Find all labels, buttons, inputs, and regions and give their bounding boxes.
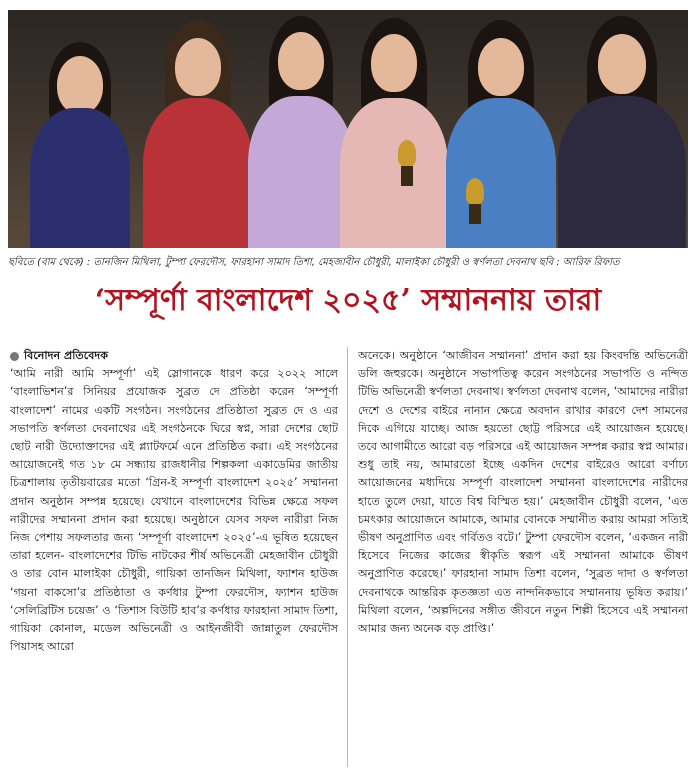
- person-6: [558, 16, 686, 248]
- byline: [10, 347, 338, 365]
- article-column-left: [10, 347, 338, 769]
- person-5: [446, 20, 556, 248]
- outfit-4: [340, 98, 448, 248]
- event-photo: [8, 10, 688, 248]
- outfit-6: [558, 96, 686, 248]
- person-2: [143, 20, 253, 248]
- photo-caption: ছবিতে (বাম থেকে) : তানজিন মিথিলা, টুম্পা ফেরদৌস, ফারহানা সামাদ তিশা, মেহজাবীন চৌধুরী, মালাইকা চৌধুরী ও স্বর্ণলতা দেবনাথ ছবি : আরিফ রিফাত: [8, 257, 620, 268]
- trophy-icon: [398, 140, 416, 186]
- right-column-text: অনেকে। অনুষ্ঠানে ‘আজীবন সম্মাননা’ প্রদান করা হয় কিংবদন্তি অভিনেত্রী ডলি জহুরকে। অনুষ্ঠানে সভাপতিত্ব করেন সংগঠনের সভাপতি ও নন্দিত টিভি অভিনেত্রী স্বর্ণলতা দেবনাথ। স্বর্ণলতা দেবনাথ বলেন, ‘আমাদের নারীরা দেশে ও দেশের বাইরে নানান ক্ষেত্রে অবদান রাখার কারণে দেশ সামনের দিকে এগিয়ে যাচ্ছে। আজ হয়তো ছোট্ট পরিসরে এই আয়োজন হয়েছে। তবে আগামীতে আরো বড় পরিসরে এই আয়োজন সম্পন্ন করার স্বপ্ন আমার। শুধু তাই নয়, আমারতো ইচ্ছে একদিন দেশের বাইরেও আরো বর্ণাঢ্য আয়োজনের মধ্যদিয়ে সম্পূর্ণা বাংলাদেশ সম্মাননা বাংলাদেশের নারীদের হাতে তুলে দেয়া, যাতে বিশ্ব বিস্মিত হয়।’ মেহজাবীন চৌধুরী বলেন, ‘এত চমৎকার আয়োজনে আমাকে, আমার বোনকে সম্মানীত করায় আমরা সত্যিই ভীষণ অনুপ্রাণিত এবং গর্বিতও বটে।’ টুম্পা ফেরদৌস বলেন, ‘একজন নারী হিসেবে নিজের কাজের স্বীকৃতি স্বরূপ এই সম্মাননা আমাকে ভীষণ অনুপ্রাণিত করেছে।’ ফারহানা সামাদ তিশা বলেন, ‘সুব্রত দাদা ও স্বর্ণলতা দেবনাথকে আন্তরিক কৃতজ্ঞতা এত নান্দনিকভাবে সম্মাননায় ভূষিত করায়।’ মিথিলা বলেন, ‘অল্পদিনের সঙ্গীত জীবনে নতুন শিল্পী হিসেবে এই সম্মাননা আমার জন্য অনেক বড় প্রাপ্তি।’: [358, 349, 688, 636]
- article-column-right: [358, 347, 688, 769]
- byline-text: বিনোদন প্রতিবেদক: [24, 349, 108, 362]
- outfit-3: [248, 96, 354, 248]
- trophy-icon: [466, 178, 484, 224]
- outfit-1: [30, 108, 130, 248]
- person-1: [30, 38, 130, 248]
- bullet-icon: [10, 352, 19, 361]
- outfit-2: [143, 98, 253, 248]
- column-divider: [347, 347, 348, 767]
- person-4: [340, 18, 448, 248]
- person-3: [248, 16, 354, 248]
- headline: ‘সম্পূর্ণা বাংলাদেশ ২০২৫’ সম্মাননায় তারা: [94, 283, 602, 318]
- left-column-text: ‘আমি নারী আমি সম্পূর্ণা’ এই স্লোগানকে ধারণ করে ২০২২ সালে ‘বাংলাভিশন’র সিনিয়র প্রযোজক সুব্রত দে প্রতিষ্ঠা করেন ‘সম্পূর্ণা বাংলাদেশ’ নামের একটি সংগঠন। সংগঠনের প্রতিষ্ঠাতা সুব্রত দে ও এর সভাপতি স্বর্ণলতা দেবনাথের এই সংগঠনকে ঘিরে স্বপ্ন, সারা দেশের ছোট ছোট নারী উদ্যোক্তাদের এই প্ল্যাটফর্মে এনে প্রতিষ্ঠিত করা। এই সংগঠনের আয়োজনেই গত ১৮ মে সন্ধ্যায় রাজধানীর শিল্পকলা একাডেমির জাতীয় চিত্রশালায় তৃতীয়বারের মতো ‘গ্রিন-ই সম্পূর্ণা বাংলাদেশ ২০২৫’ সম্মাননা প্রদান অনুষ্ঠান সম্পন্ন হয়েছে। যেখানে বাংলাদেশের বিভিন্ন ক্ষেত্রে সফল নারীদের সম্মাননা প্রদান করা হয়েছে। অনুষ্ঠানে যেসব সফল নারীরা নিজ নিজ পেশায় সফলতার জন্য ‘সম্পূর্ণা বাংলাদেশ ২০২৫’-এ ভূষিত হয়েছেন তারা হলেন- বাংলাদেশের টিভি নাটকের শীর্ষ অভিনেত্রী মেহজাবীন চৌধুরী ও তার বোন মালাইকা চৌধুরী, গায়িকা তানজিন মিথিলা, ফ্যাশন হাউজ ‘গয়না বাকসো’র প্রতিষ্ঠাতা ও কর্ণধার টুম্পা ফেরদৌস, ফ্যাশন হাউজ ‘সেলিব্রিটিস চয়েজ’ ও ‘তিশাস বিউটি হাব’র কর্ণধার ফারহানা সামাদ তিশা, গায়িকা কোনাল, মডেল অভিনেত্রী ও আইনজীবী জান্নাতুল ফেরদৌস পিয়াসহ আরো: [10, 367, 338, 654]
- outfit-5: [446, 98, 556, 248]
